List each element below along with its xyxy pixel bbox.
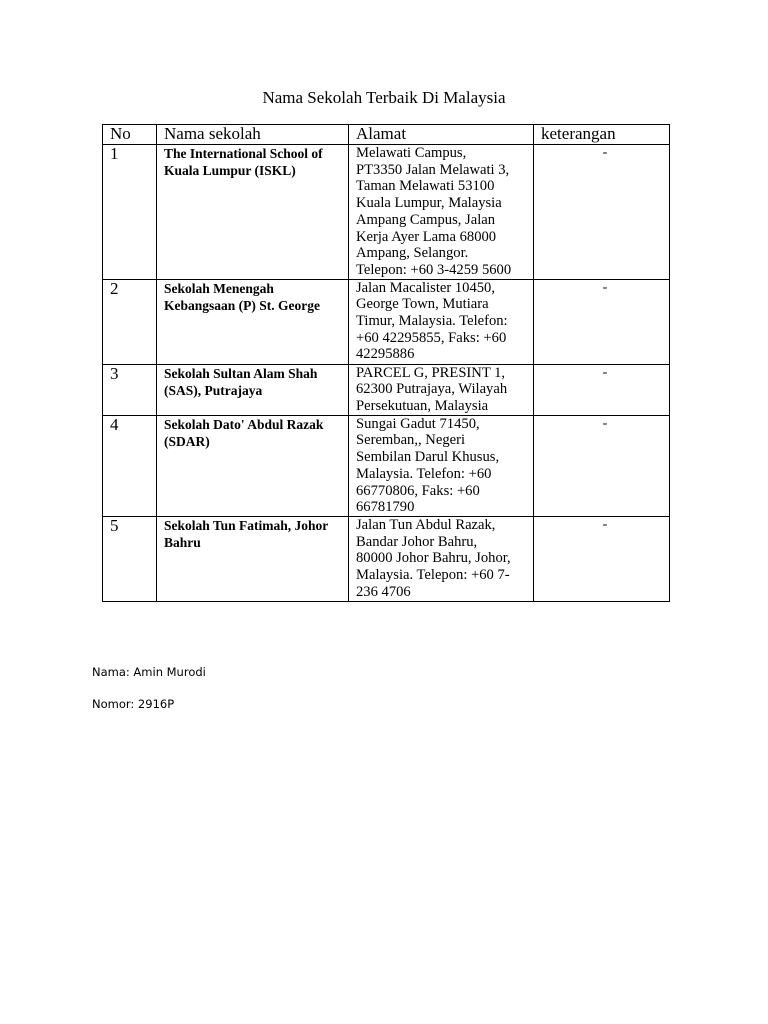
row-number: 4: [103, 415, 157, 516]
document-title: Nama Sekolah Terbaik Di Malaysia: [262, 88, 506, 107]
author-name: Nama: Amin Murodi: [92, 665, 206, 679]
row-number: 2: [103, 279, 157, 364]
table-row: [103, 279, 670, 364]
school-address: Melawati Campus, PT3350 Jalan Melawati 3, Taman Melawati 53100 Kuala Lumpur, Malaysia Ampang Campus, Jalan Kerja Ayer Lama 68000 Ampang, Selangor. Telepon: +60 3-4259 5600: [349, 145, 534, 280]
header-school-name: Nama sekolah: [157, 125, 349, 145]
row-number: 1: [103, 145, 157, 280]
school-name: Sekolah Menengah Kebangsaan (P) St. George: [157, 279, 349, 364]
school-note: -: [534, 364, 670, 415]
school-name: Sekolah Tun Fatimah, Johor Bahru: [157, 516, 349, 601]
school-note: -: [534, 516, 670, 601]
table-row: [103, 516, 670, 601]
school-name: The International School of Kuala Lumpur (ISKL): [157, 145, 349, 280]
table-row: [103, 364, 670, 415]
school-address: Jalan Macalister 10450, George Town, Mutiara Timur, Malaysia. Telefon: +60 42295855, Faks: +60 42295886: [349, 279, 534, 364]
header-no: No: [103, 125, 157, 145]
row-number: 3: [103, 364, 157, 415]
school-note: -: [534, 279, 670, 364]
school-address: Jalan Tun Abdul Razak, Bandar Johor Bahru, 80000 Johor Bahru, Johor, Malaysia. Telepon: +60 7- 236 4706: [349, 516, 534, 601]
table-row: [103, 415, 670, 516]
schools-table: [102, 124, 670, 602]
school-name: Sekolah Dato' Abdul Razak (SDAR): [157, 415, 349, 516]
author-number: Nomor: 2916P: [92, 697, 175, 711]
school-address: PARCEL G, PRESINT 1, 62300 Putrajaya, Wilayah Persekutuan, Malaysia: [349, 364, 534, 415]
header-address: Alamat: [349, 125, 534, 145]
row-number: 5: [103, 516, 157, 601]
table-header-row: [103, 125, 670, 145]
table-row: [103, 145, 670, 280]
school-note: -: [534, 145, 670, 280]
school-note: -: [534, 415, 670, 516]
header-note: keterangan: [534, 125, 670, 145]
school-address: Sungai Gadut 71450, Seremban,, Negeri Sembilan Darul Khusus, Malaysia. Telefon: +60 66770806, Faks: +60 66781790: [349, 415, 534, 516]
school-name: Sekolah Sultan Alam Shah (SAS), Putrajaya: [157, 364, 349, 415]
